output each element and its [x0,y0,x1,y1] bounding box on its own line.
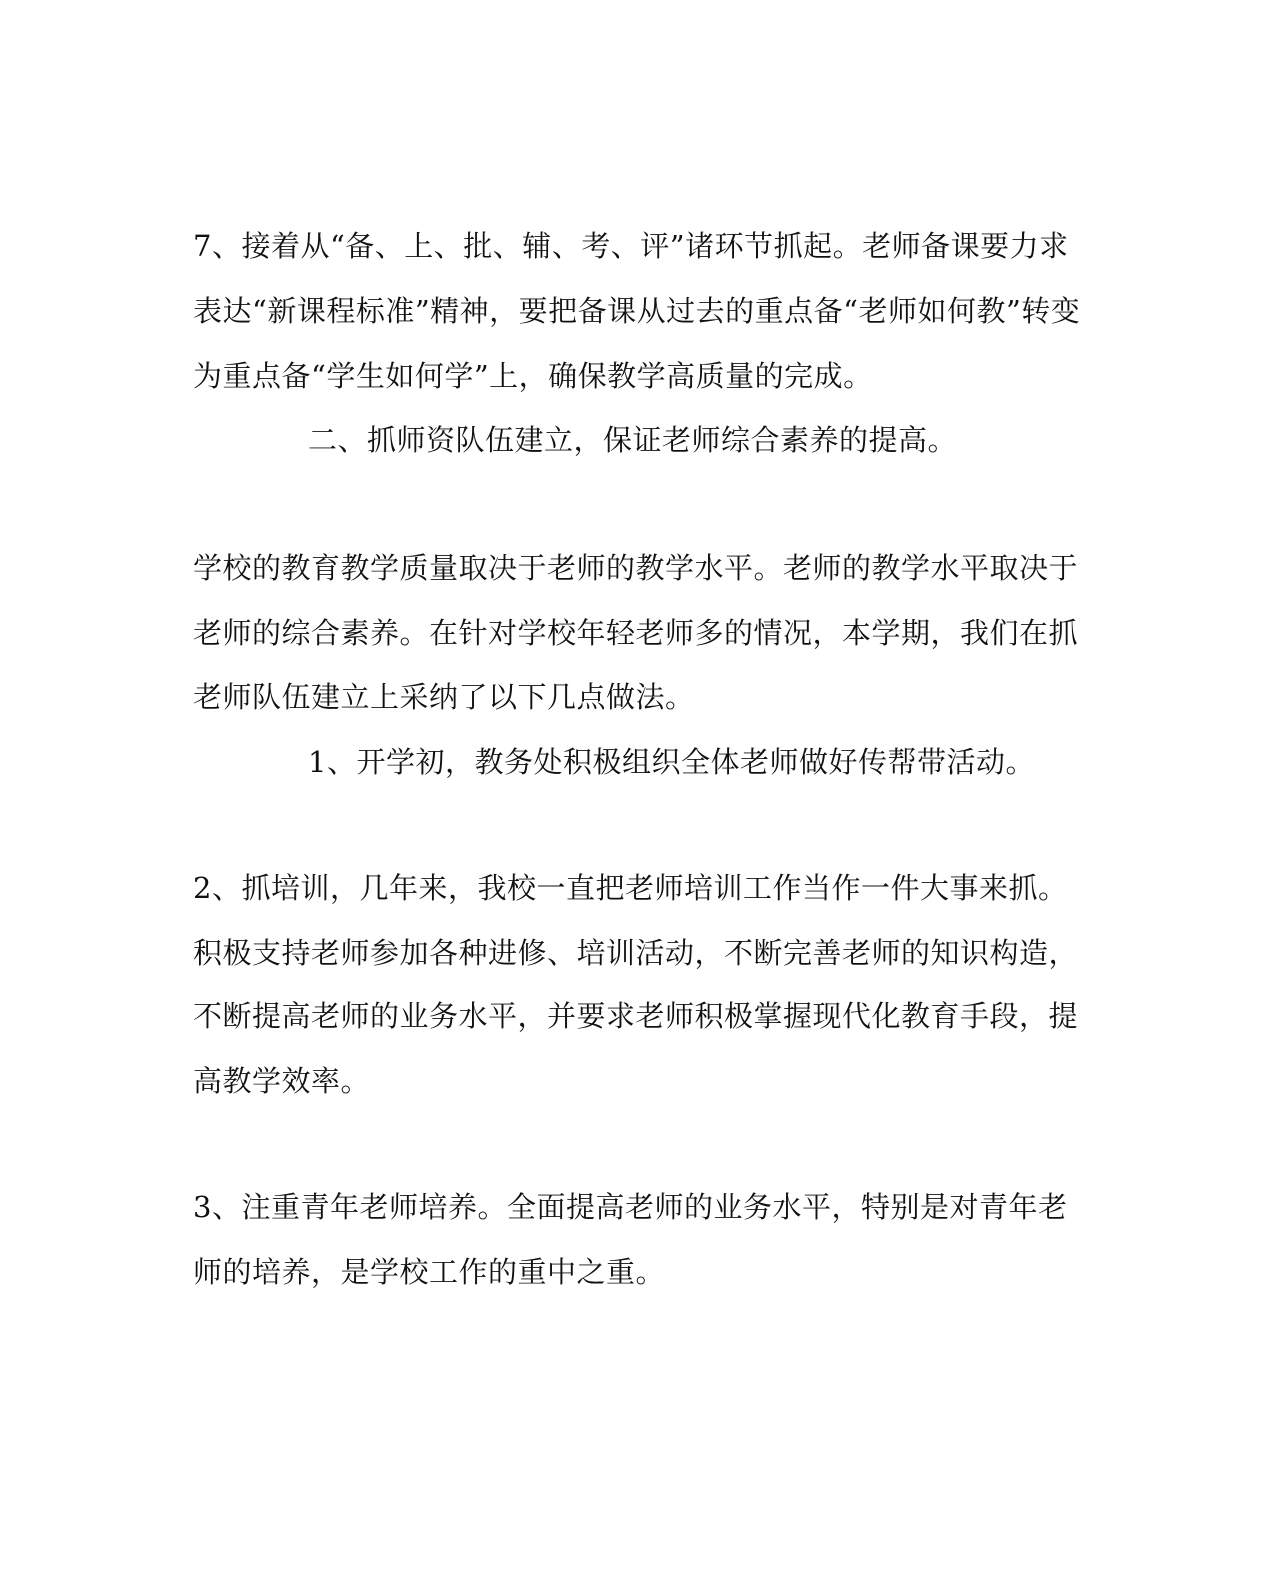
text-line: 老师的综合素养。在针对学校年轻老师多的情况，本学期，我们在抓 [193,616,1079,650]
text-line: 表达“新课程标准”精神，要把备课从过去的重点备“老师如何教”转变 [193,294,1081,328]
text-line: 师的培养，是学校工作的重中之重。 [193,1255,666,1289]
text-line: 7、接着从“备、上、批、辅、考、评”诸环节抓起。老师备课要力求 [193,229,1069,263]
text-line: 为重点备“学生如何学”上，确保教学高质量的完成。 [193,359,873,393]
text-line: 积极支持老师参加各种进修、培训活动，不断完善老师的知识构造， [193,936,1079,970]
text-line: 不断提高老师的业务水平，并要求老师积极掌握现代化教育手段，提 [193,999,1079,1033]
text-line: 高教学效率。 [193,1064,371,1098]
text-line: 1、开学初，教务处积极组织全体老师做好传帮带活动。 [308,745,1035,779]
text-line: 学校的教育教学质量取决于老师的教学水平。老师的教学水平取决于 [193,551,1079,585]
text-line: 老师队伍建立上采纳了以下几点做法。 [193,680,695,714]
text-line: 2、抓培训，几年来，我校一直把老师培训工作当作一件大事来抓。 [193,871,1068,905]
section-heading: 二、抓师资队伍建立，保证老师综合素养的提高。 [308,423,958,457]
text-line: 3、注重青年老师培养。全面提高老师的业务水平，特别是对青年老 [193,1190,1068,1224]
